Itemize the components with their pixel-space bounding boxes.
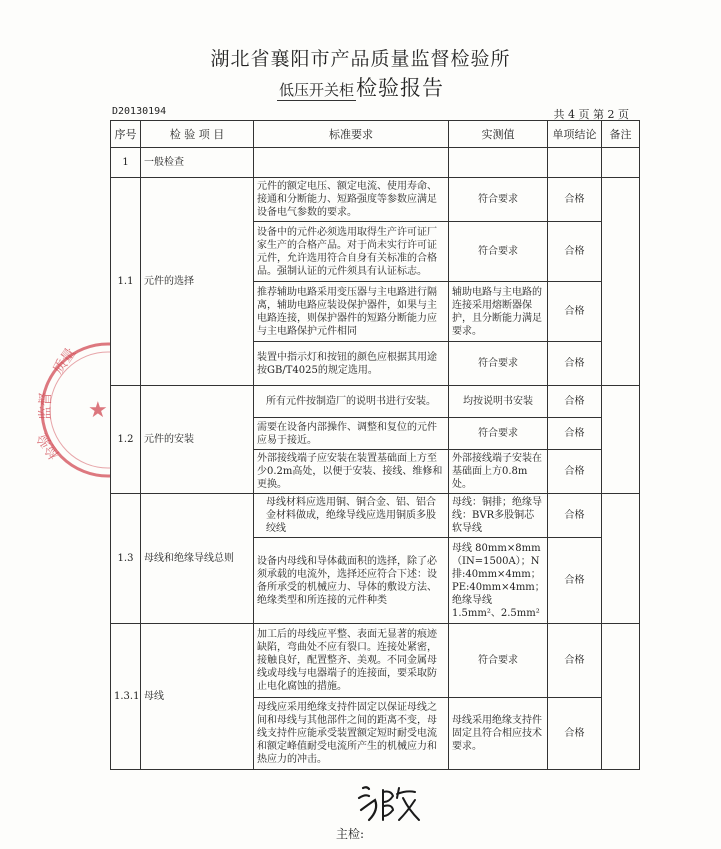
row-no: 1.2 — [111, 386, 141, 494]
row-item: 元件的安装 — [141, 386, 254, 494]
report-type: 检验报告 — [356, 76, 444, 100]
row-conclusion: 合格 — [548, 386, 602, 418]
row-requirement: 推荐辅助电路采用变压器与主电路进行隔离，辅助电路应装设保护器件，如果与主电路连接，则保护器件的短路分断能力应与主电路保护元件相同 — [254, 282, 449, 342]
row-conclusion — [548, 148, 602, 178]
row-requirement: 所有元件按制造厂的说明书进行安装。 — [254, 386, 449, 418]
page-info: 共 4 页 第 2 页 — [553, 108, 629, 121]
report-title — [0, 72, 721, 102]
svg-text:检验: 检验 — [34, 429, 64, 462]
col-header-measured: 实测值 — [449, 121, 548, 148]
row-conclusion: 合格 — [548, 698, 602, 770]
table-row — [111, 178, 640, 222]
row-requirement: 元件的额定电压、额定电流、使用寿命、接通和分断能力、短路强度等参数应满足设备电气参数的要求。 — [254, 178, 449, 222]
row-conclusion: 合格 — [548, 342, 602, 386]
row-conclusion: 合格 — [548, 418, 602, 450]
row-measured: 均按说明书安装 — [449, 386, 548, 418]
row-item: 元件的选择 — [141, 178, 254, 386]
row-measured: 符合要求 — [449, 418, 548, 450]
doc-number: D20130194 — [112, 106, 167, 117]
row-conclusion: 合格 — [548, 538, 602, 624]
col-header-no: 序号 — [111, 121, 141, 148]
row-item: 母线和绝缘导线总则 — [141, 494, 254, 624]
row-conclusion: 合格 — [548, 222, 602, 282]
row-measured: 母线：铜排；绝缘导线：BVR多股铜芯软导线 — [449, 494, 548, 538]
row-measured: 符合要求 — [449, 342, 548, 386]
table-row — [111, 386, 640, 418]
row-no: 1 — [111, 148, 141, 178]
row-measured: 符合要求 — [449, 222, 548, 282]
table-header-row — [111, 121, 640, 148]
row-conclusion: 合格 — [548, 624, 602, 698]
row-no: 1.3 — [111, 494, 141, 624]
svg-text:质量: 质量 — [50, 345, 80, 378]
signature-image — [355, 780, 425, 826]
row-requirement: 母线材料应选用铜、铜合金、铝、铝合金材料做成，绝缘导线应选用铜质多股绞线 — [254, 494, 449, 538]
row-measured: 母线 80mm×8mm （IN=1500A）；N排:40mm×4mm；PE:40mm×4mm；绝缘导线 1.5mm²、2.5mm² — [449, 538, 548, 624]
row-item: 一般检查 — [141, 148, 254, 178]
col-header-item: 检 验 项 目 — [141, 121, 254, 148]
row-measured: 符合要求 — [449, 624, 548, 698]
table-row — [111, 494, 640, 538]
row-requirement: 设备内母线和导体截面积的选择，除了必须承载的电流外，选择还应符合下述：设备所承受的机械应力、导体的敷设方法、绝缘类型和所连接的元件种类 — [254, 538, 449, 624]
table-row — [111, 148, 640, 178]
row-measured — [449, 148, 548, 178]
row-measured: 外部接线端子安装在基础面上方0.8m处。 — [449, 450, 548, 494]
row-requirement: 加工后的母线应平整、表面无显著的痕迹缺陷，弯曲处不应有裂口。连接处紧密，接触良好，配置整齐、美观。不同金属母线或母线与电器端子的连接面，要采取防止电化腐蚀的措施。 — [254, 624, 449, 698]
row-requirement: 设备中的元件必须选用取得生产许可证厂家生产的合格产品。对于尚未实行许可证元件，允许选用符合自身有关标准的合格品。强制认证的元件须具有认证标志。 — [254, 222, 449, 282]
row-measured: 母线采用绝缘支持件固定且符合相应技术要求。 — [449, 698, 548, 770]
row-requirement — [254, 148, 449, 178]
row-conclusion: 合格 — [548, 450, 602, 494]
row-item: 母线 — [141, 624, 254, 770]
row-remark — [602, 624, 640, 770]
row-measured: 辅助电路与主电路的连接采用熔断器保护，且分断能力满足要求。 — [449, 282, 548, 342]
row-conclusion: 合格 — [548, 178, 602, 222]
row-no: 1.1 — [111, 178, 141, 386]
inspection-table — [110, 120, 640, 770]
svg-text:监督: 监督 — [38, 392, 54, 420]
row-remark — [602, 494, 640, 624]
product-name: 低压开关柜 — [278, 81, 354, 99]
org-title: 湖北省襄阳市产品质量监督检验所 — [210, 48, 511, 70]
row-requirement: 外部接线端子应安装在装置基础面上方至少0.2m高处，以便于安装、接线、维修和更换。 — [254, 450, 449, 494]
row-requirement: 需要在设备内部操作、调整和复位的元件应易于接近。 — [254, 418, 449, 450]
row-conclusion: 合格 — [548, 282, 602, 342]
col-header-conclusion: 单项结论 — [548, 121, 602, 148]
row-remark — [602, 386, 640, 494]
row-measured: 符合要求 — [449, 178, 548, 222]
col-header-requirement: 标准要求 — [254, 121, 449, 148]
col-header-remark: 备注 — [602, 121, 640, 148]
row-requirement: 母线应采用绝缘支持件固定以保证母线之间和母线与其他部件之间的距离不变，母线支持件应能承受装置额定短时耐受电流和额定峰值耐受电流所产生的机械应力和热应力的冲击。 — [254, 698, 449, 770]
svg-text:★: ★ — [88, 398, 108, 423]
inspection-stamp — [30, 335, 110, 485]
row-remark — [602, 148, 640, 178]
table-row — [111, 624, 640, 698]
row-conclusion: 合格 — [548, 494, 602, 538]
row-no: 1.3.1 — [111, 624, 141, 770]
row-requirement: 装置中指示灯和按钮的颜色应根据其用途按GB/T4025的规定选用。 — [254, 342, 449, 386]
inspector-label: 主检: — [336, 827, 365, 841]
row-remark — [602, 178, 640, 386]
